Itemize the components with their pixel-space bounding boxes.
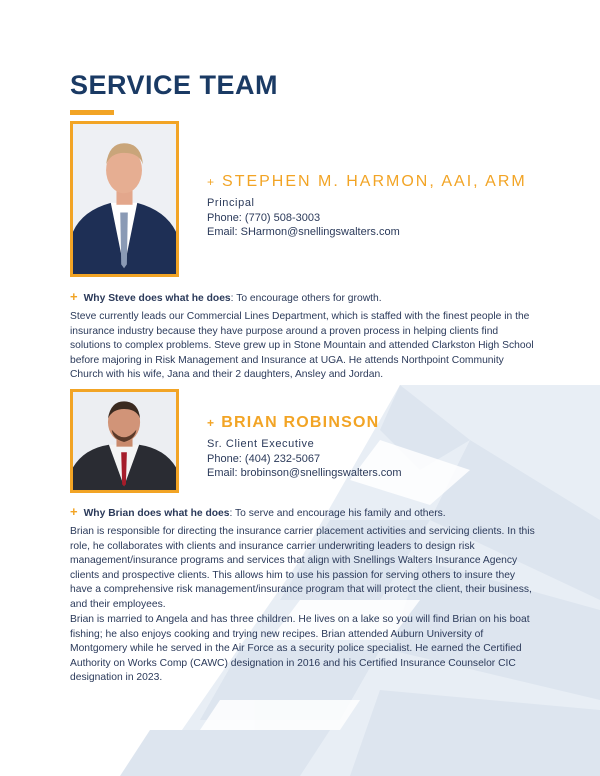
- steve-phone: Phone: (770) 508-3003: [207, 211, 321, 224]
- plus-icon: +: [207, 416, 216, 430]
- person-portrait-icon: [73, 124, 176, 274]
- steve-role: Principal: [207, 197, 255, 209]
- steve-name: [207, 173, 527, 191]
- brian-phone: Phone: (404) 232-5067: [207, 452, 321, 465]
- brian-role: Sr. Client Executive: [207, 438, 315, 450]
- brian-name: [207, 414, 379, 432]
- brian-bio-2: Brian is married to Angela and has three children. He lives on a lake so you will find Brian on his boat fishing; he also enjoys cooking and trying new recipes. Brian attended Auburn University of Montgomery while he served in the Air Force as a security police specialist. He earned the Certified Authority on Works Comp (CAWC) designation in 2016 and his Certified Insurance Counselor CIC designation in 2023.: [70, 614, 530, 683]
- brian-photo: [70, 389, 179, 493]
- brian-why: [70, 504, 446, 519]
- brian-contact: [207, 437, 402, 481]
- steve-why-label: Why Steve does what he does: [83, 293, 231, 304]
- steve-photo: [70, 121, 179, 277]
- plus-icon: +: [207, 175, 217, 189]
- steve-bio: Steve currently leads our Commercial Lines Department, which is staffed with the finest people in the insurance industry because they have purpose around a proven process in helping clients find solutions to complex problems. Steve grew up in Stone Mountain and attended Clarkston High School before majoring in Risk Management and Insurance at UGA. He attends Northpoint Community Church with his wife, Jana and their 2 daughters, Ansley and Jordan.: [70, 311, 534, 380]
- brian-why-text: : To serve and encourage his family and others.: [229, 508, 446, 519]
- brian-why-label: Why Brian does what he does: [83, 508, 230, 519]
- brian-bio-1: Brian is responsible for directing the insurance carrier placement activities and servicing clients. In this role, he collaborates with clients and insurance carrier underwriting leaders to design risk management/insurance programs and services that align with Snellings Walters Insurance Agency clients and prospective clients. This allows him to use his passion for serving others to insure they have a comprehensive risk management/insurance program that will protect the client, their business, and their employees.: [70, 526, 535, 610]
- page-title: SERVICE TEAM: [70, 70, 279, 100]
- steve-email: Email: SHarmon@snellingswalters.com: [207, 226, 400, 238]
- steve-why-text: : To encourage others for growth.: [230, 293, 382, 304]
- steve-name-text: STEPHEN M. HARMON, AAI, ARM: [222, 173, 527, 190]
- steve-why: [70, 289, 382, 304]
- title-accent-bar: [70, 110, 114, 115]
- brian-email: Email: brobinson@snellingswalters.com: [207, 467, 402, 479]
- steve-contact: [207, 196, 400, 240]
- plus-icon: +: [70, 289, 78, 304]
- person-portrait-icon: [73, 392, 176, 490]
- plus-icon: +: [70, 504, 78, 519]
- brian-name-text: BRIAN ROBINSON: [221, 414, 380, 431]
